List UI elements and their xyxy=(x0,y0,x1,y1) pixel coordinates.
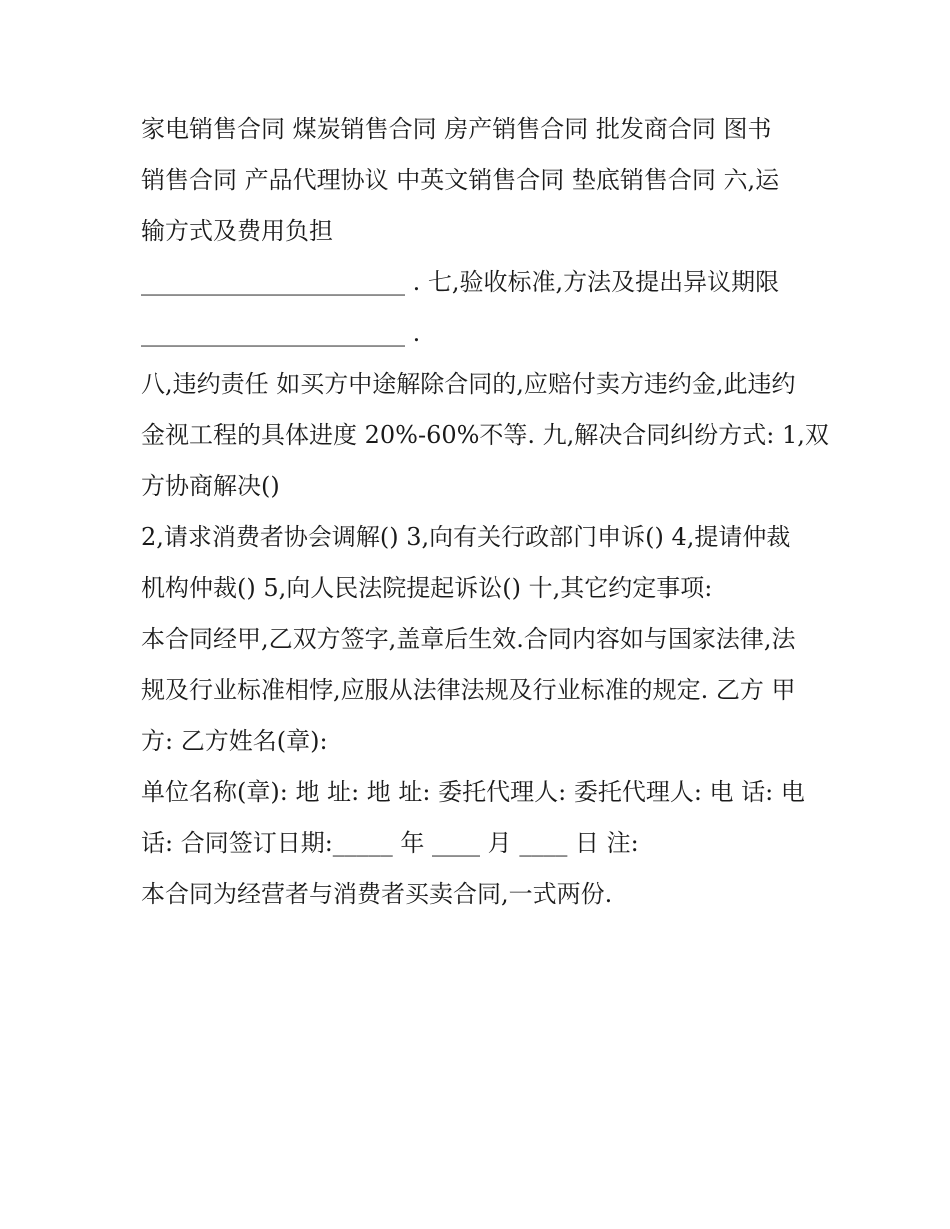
text-line-16: 本合同为经营者与消费者买卖合同,一式两份. xyxy=(141,880,613,908)
text-line-2: 销售合同 产品代理协议 中英文销售合同 垫底销售合同 六,运 xyxy=(141,166,780,194)
text-line-14: 单位名称(章): 地 址: 地 址: 委托代理人: 委托代理人: 电 话: 电 xyxy=(141,778,805,806)
text-line-4: ______________________ . 七,验收标准,方法及提出异议期限 xyxy=(141,268,780,296)
text-line-9: 2,请求消费者协会调解() 3,向有关行政部门申诉() 4,提请仲裁 xyxy=(141,523,791,551)
text-line-6: 八,违约责任 如买方中途解除合同的,应赔付卖方违约金,此违约 xyxy=(141,370,796,398)
text-line-15: 话: 合同签订日期:_____ 年 ____ 月 ____ 日 注: xyxy=(141,829,639,857)
text-line-7: 金视工程的具体进度 20%-60%不等. 九,解决合同纠纷方式: 1,双 xyxy=(141,421,829,449)
contract-body xyxy=(141,104,829,920)
text-line-13: 方: 乙方姓名(章): xyxy=(141,727,328,755)
text-line-1: 家电销售合同 煤炭销售合同 房产销售合同 批发商合同 图书 xyxy=(141,115,772,143)
text-line-8: 方协商解决() xyxy=(141,472,280,500)
text-line-11: 本合同经甲,乙双方签字,盖章后生效.合同内容如与国家法律,法 xyxy=(141,625,796,653)
text-line-12: 规及行业标准相悖,应服从法律法规及行业标准的规定. 乙方 甲 xyxy=(141,676,796,704)
text-line-3: 输方式及费用负担 xyxy=(141,217,333,245)
text-line-5: ______________________ . xyxy=(141,319,421,347)
text-line-10: 机构仲裁() 5,向人民法院提起诉讼() 十,其它约定事项: xyxy=(141,574,713,602)
